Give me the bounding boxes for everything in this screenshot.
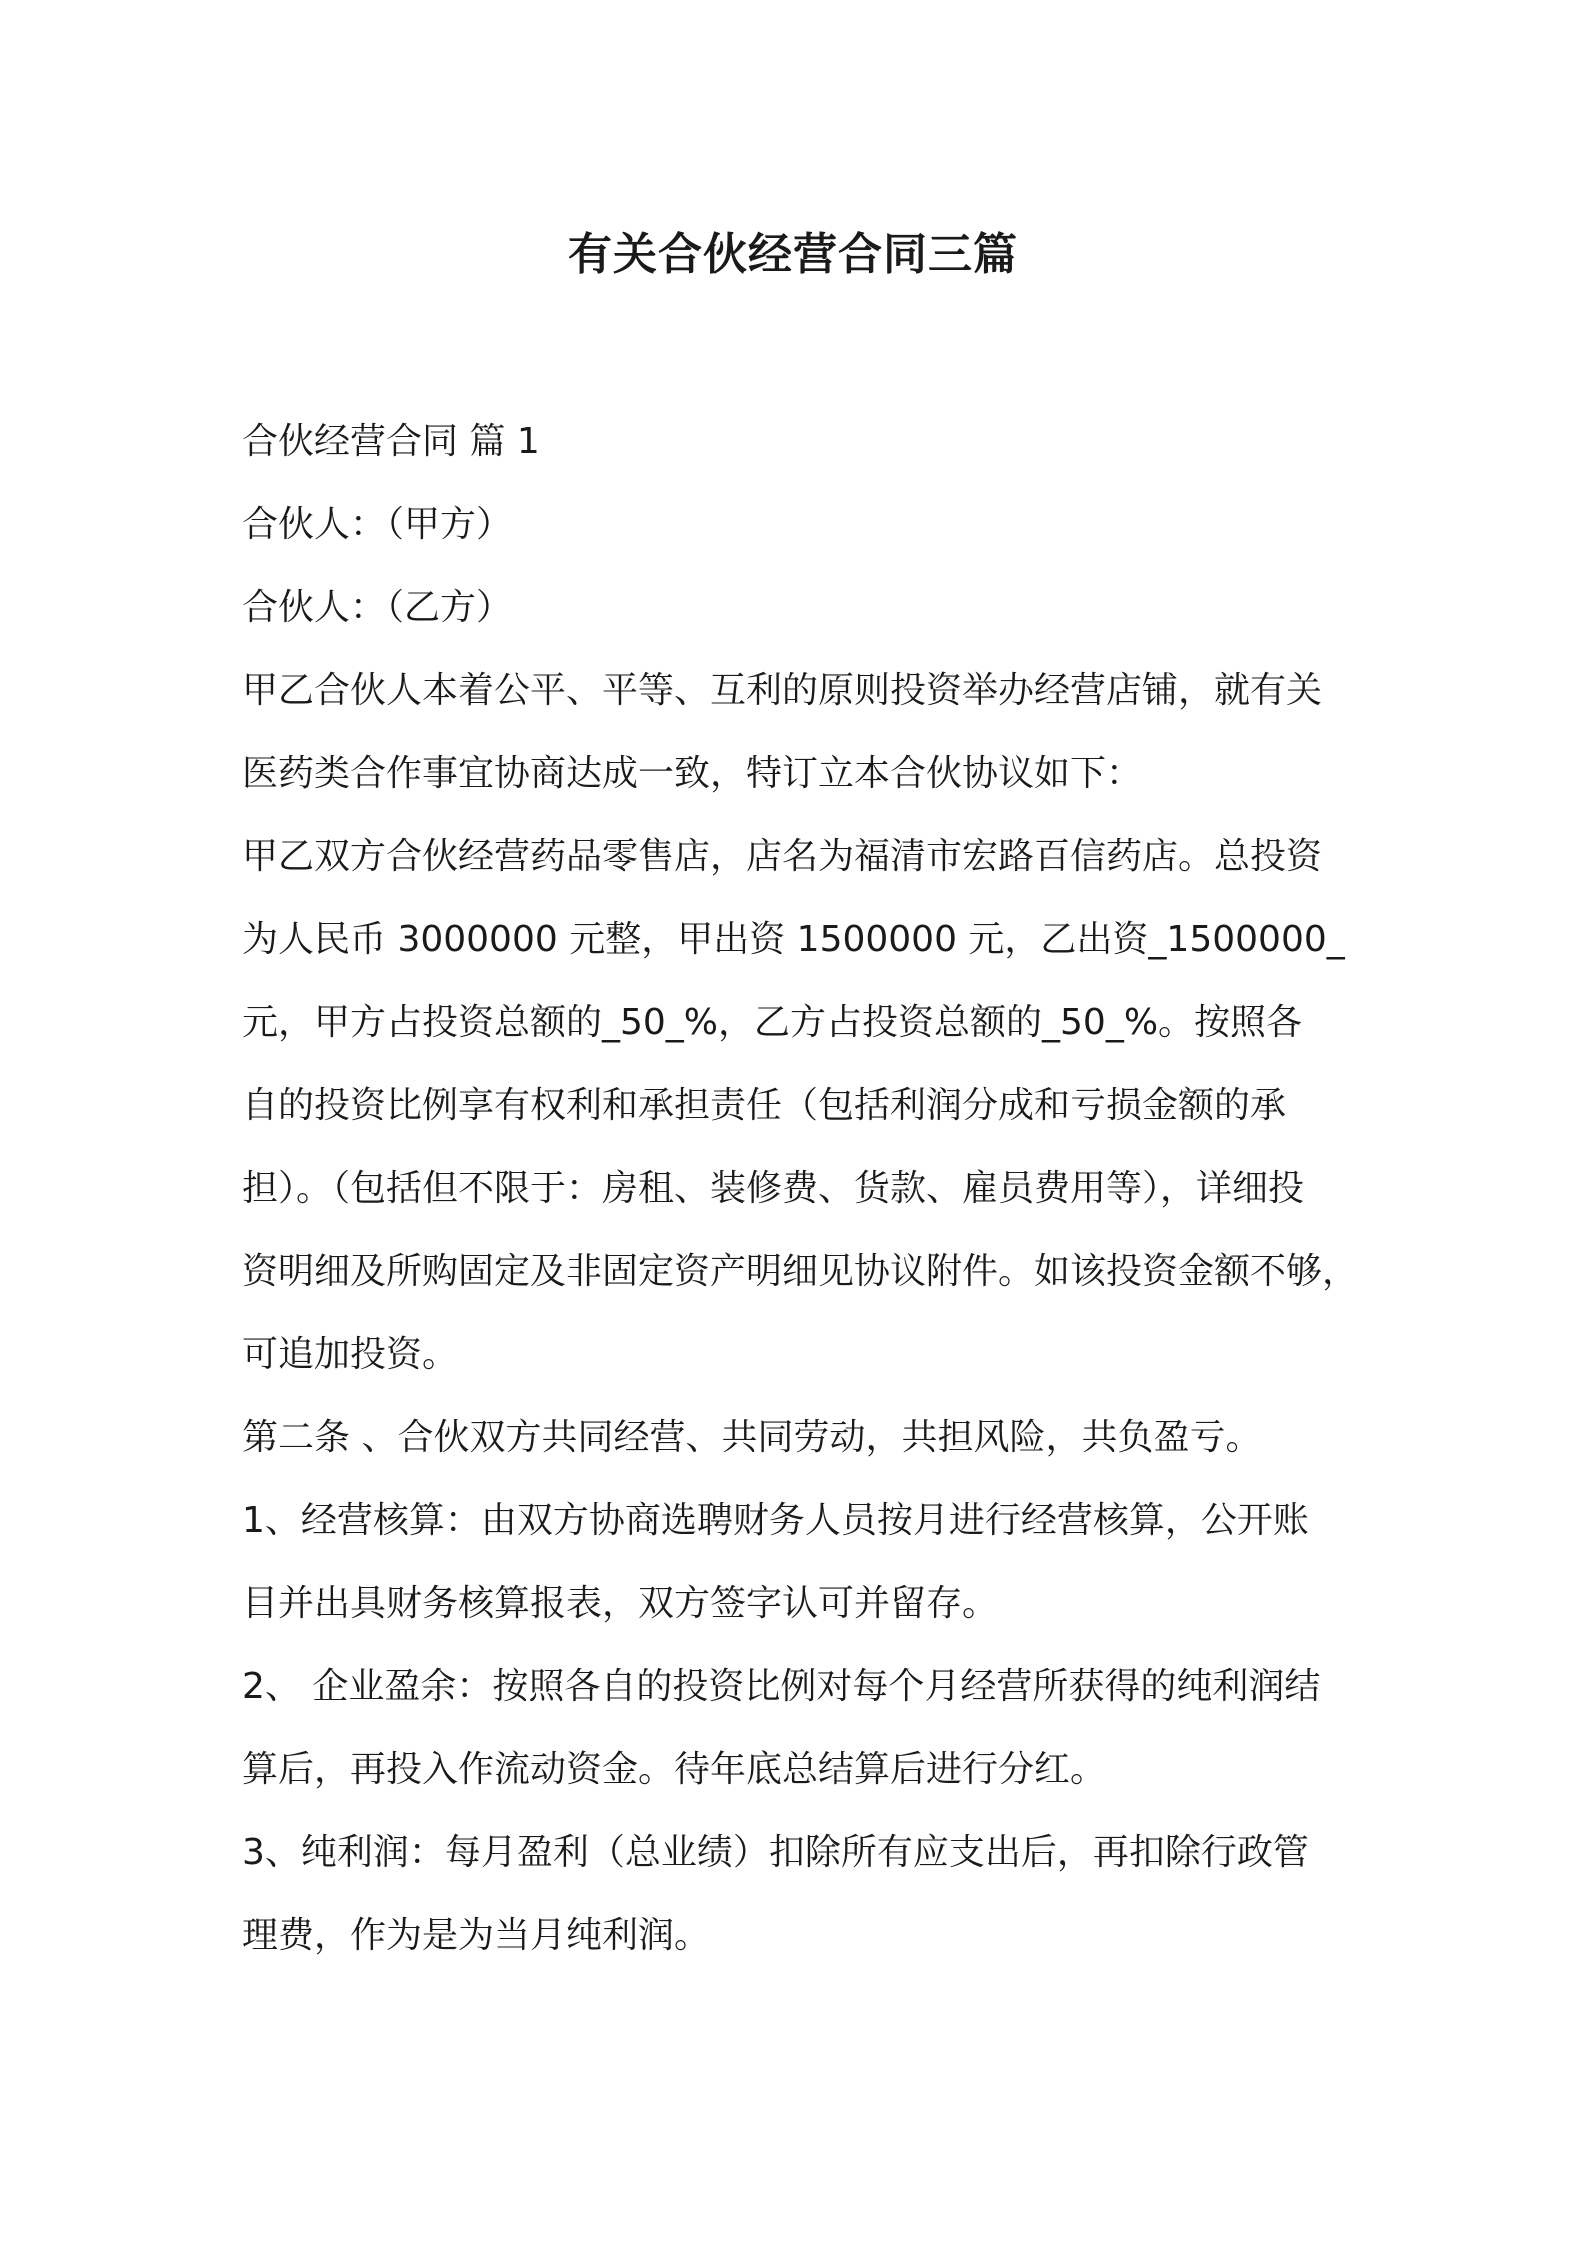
article-heading: 第二条 、合伙双方共同经营、共同劳动，共担风险，共负盈亏。 — [242, 1417, 1262, 1458]
paragraph-line: 3、纯利润：每月盈利（总业绩）扣除所有应支出后，再扣除行政管 — [242, 1832, 1309, 1873]
paragraph-line: 甲乙合伙人本着公平、平等、互利的原则投资举办经营店铺，就有关 — [242, 670, 1323, 711]
section-heading: 合伙经营合同 篇 1 — [242, 421, 540, 462]
paragraph-line: 算后，再投入作流动资金。待年底总结算后进行分红。 — [242, 1749, 1107, 1790]
partner-b-line: 合伙人：（乙方） — [242, 587, 513, 628]
paragraph-line: 可追加投资。 — [242, 1334, 459, 1375]
paragraph-line: 医药类合作事宜协商达成一致，特订立本合伙协议如下： — [242, 753, 1143, 794]
paragraph-line: 为人民币 3000000 元整，甲出资 1500000 元，乙出资_1500000_ — [242, 919, 1345, 960]
paragraph-line: 自的投资比例享有权利和承担责任（包括利润分成和亏损金额的承 — [242, 1085, 1287, 1126]
paragraph-line: 1、经营核算：由双方协商选聘财务人员按月进行经营核算，公开账 — [242, 1500, 1309, 1541]
paragraph-line: 理费，作为是为当月纯利润。 — [242, 1915, 711, 1956]
paragraph-line: 元，甲方占投资总额的_50_%，乙方占投资总额的_50_%。按照各 — [242, 1002, 1303, 1043]
paragraph-line: 2、 企业盈余：按照各自的投资比例对每个月经营所获得的纯利润结 — [242, 1666, 1321, 1707]
paragraph-line: 目并出具财务核算报表，双方签字认可并留存。 — [242, 1583, 999, 1624]
document-title: 有关合伙经营合同三篇 — [568, 229, 1018, 280]
document-body — [242, 400, 1359, 1977]
paragraph-line: 担）。（包括但不限于：房租、装修费、货款、雇员费用等），详细投 — [242, 1168, 1305, 1209]
partner-a-line: 合伙人：（甲方） — [242, 504, 513, 545]
paragraph-line: 资明细及所购固定及非固定资产明细见协议附件。如该投资金额不够， — [242, 1251, 1359, 1292]
paragraph-line: 甲乙双方合伙经营药品零售店，店名为福清市宏路百信药店。总投资 — [242, 836, 1323, 877]
